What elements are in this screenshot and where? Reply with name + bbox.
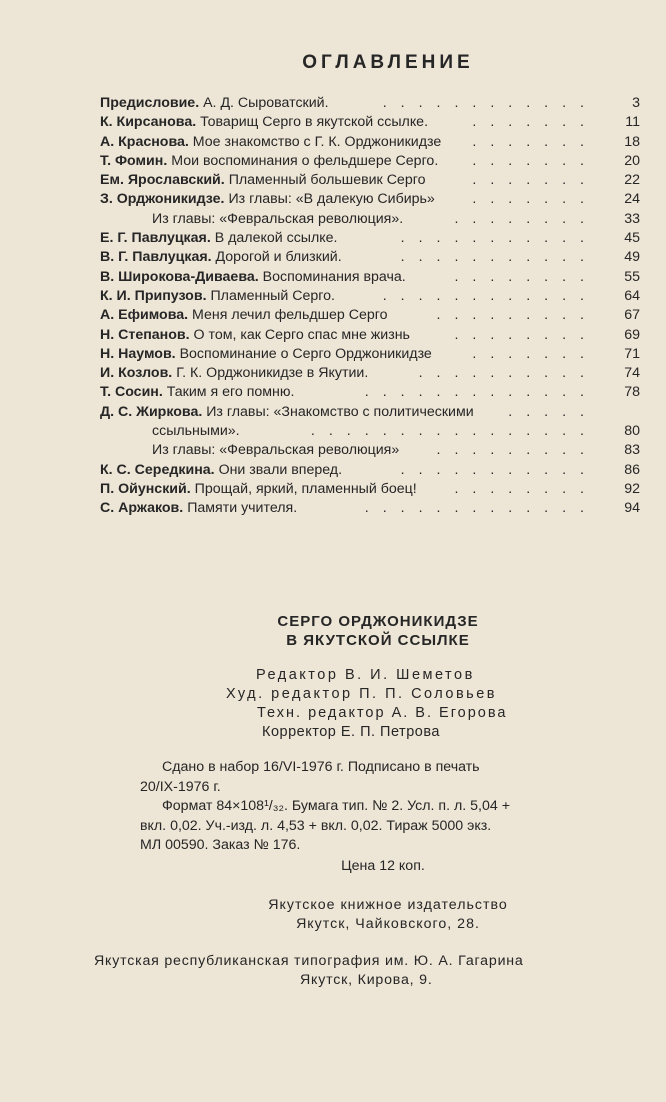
- toc-entry-title: Дорогой и близкий.: [215, 249, 342, 266]
- toc-entry-title: Прощай, яркий, пламенный боец!: [194, 480, 417, 497]
- toc-entry-author: Е. Г. Павлуцкая.: [100, 230, 211, 247]
- toc-dot-leader: ........: [454, 326, 598, 343]
- print-info-line: Сдано в набор 16/VI-1976 г. Подписано в печать: [162, 759, 480, 775]
- credits: [0, 666, 666, 742]
- toc-entry-page: 78: [624, 384, 640, 401]
- toc-entry-author: И. Козлов.: [100, 365, 173, 382]
- toc-entry: [100, 306, 640, 325]
- toc-entry-author: К. И. Припузов.: [100, 287, 207, 304]
- toc-entry-author: С. Аржаков.: [100, 500, 184, 517]
- credit-proofreader: Корректор Е. П. Петрова: [262, 724, 440, 740]
- toc-entry-author: Н. Наумов.: [100, 345, 176, 362]
- toc-entry-page: 55: [624, 268, 640, 285]
- table-of-contents: [100, 94, 640, 519]
- toc-entry: [100, 94, 640, 113]
- publisher-name: Якутское книжное издательство: [268, 896, 508, 913]
- toc-entry-author: К. Кирсанова.: [100, 114, 197, 131]
- toc-dot-leader: .......: [472, 152, 598, 169]
- toc-entry: [100, 287, 640, 306]
- toc-entry-page: 33: [624, 210, 640, 227]
- toc-entry: [100, 210, 640, 229]
- toc-entry: [100, 345, 640, 364]
- toc-entry-page: 83: [624, 442, 640, 459]
- toc-entry-title: Пламенный Серго.: [210, 287, 335, 304]
- toc-entry-author: З. Орджоникидзе.: [100, 191, 225, 208]
- toc-entry-page: 22: [624, 172, 640, 189]
- toc-entry-page: 67: [624, 307, 640, 324]
- toc-entry-title: О том, как Серго спас мне жизнь: [193, 326, 410, 343]
- toc-entry-page: 49: [624, 249, 640, 266]
- toc-entry-author: Ем. Ярославский.: [100, 172, 225, 189]
- publisher-address: Якутск, Чайковского, 28.: [296, 915, 480, 932]
- toc-entry-author: Т. Сосин.: [100, 384, 163, 401]
- toc-dot-leader: .........: [436, 442, 598, 459]
- toc-dot-leader: ................: [310, 423, 598, 440]
- toc-entry-author: Д. С. Жиркова.: [100, 403, 203, 420]
- toc-entry: [100, 383, 640, 402]
- toc-entry: [100, 364, 640, 383]
- toc-entry: [100, 229, 640, 248]
- toc-entry-title: А. Д. Сыроватский.: [203, 95, 329, 111]
- toc-entry-page: 64: [624, 287, 640, 304]
- toc-entry-author: П. Ойунский.: [100, 480, 191, 497]
- print-info-line: МЛ 00590. Заказ № 176.: [140, 837, 301, 853]
- toc-entry: [100, 113, 640, 132]
- toc-entry-page: 80: [624, 423, 640, 440]
- toc-entry-title: В далекой ссылке.: [214, 230, 338, 247]
- toc-entry: [100, 422, 640, 441]
- toc-entry-title: Пламенный большевик Серго: [228, 172, 426, 189]
- toc-entry-title: Меня лечил фельдшер Серго: [192, 307, 388, 324]
- toc-entry-author: Н. Степанов.: [100, 326, 190, 343]
- toc-entry: [100, 403, 640, 422]
- toc-entry-title: Воспоминание о Серго Орджоникидзе: [179, 345, 432, 362]
- toc-dot-leader: .............: [364, 500, 598, 517]
- toc-entry-page: 11: [625, 114, 640, 131]
- toc-entry: [100, 190, 640, 209]
- toc-dot-leader: .......: [472, 345, 598, 362]
- toc-dot-leader: ........: [454, 268, 598, 285]
- toc-entry: [100, 152, 640, 171]
- toc-entry-title: Товарищ Серго в якутской ссылке.: [200, 114, 429, 131]
- toc-entry-title: Из главы: «Февральская революция».: [152, 210, 404, 227]
- toc-entry-title: Таким я его помню.: [166, 384, 295, 401]
- printer: [0, 952, 666, 990]
- toc-entry-title: Г. К. Орджоникидзе в Якутии.: [176, 365, 369, 382]
- toc-entry: [100, 441, 640, 460]
- toc-dot-leader: ...........: [400, 249, 598, 266]
- toc-entry-title: Они звали вперед.: [218, 461, 343, 478]
- toc-dot-leader: .......: [472, 114, 598, 131]
- toc-entry: [100, 248, 640, 267]
- toc-entry-title: Памяти учителя.: [187, 500, 298, 517]
- toc-dot-leader: .......: [472, 191, 598, 208]
- toc-dot-leader: ........: [454, 210, 598, 227]
- toc-entry-author: А. Ефимова.: [100, 307, 189, 324]
- toc-entry-page: 45: [624, 230, 640, 247]
- toc-dot-leader: .........: [436, 307, 598, 324]
- printer-address: Якутск, Кирова, 9.: [300, 971, 433, 988]
- toc-dot-leader: .......: [472, 172, 598, 189]
- toc-entry-author: Предисловие.: [100, 95, 200, 111]
- toc-entry-title: ссыльными».: [152, 423, 240, 440]
- toc-entry-page: 94: [624, 500, 640, 517]
- book-title-line: СЕРГО ОРДЖОНИКИДЗЕ: [277, 613, 479, 630]
- toc-dot-leader: ............: [382, 287, 598, 304]
- imprint-block: [0, 612, 666, 990]
- print-info-line: 20/IX-1976 г.: [140, 778, 221, 795]
- toc-entry-page: 92: [624, 480, 640, 497]
- toc-entry-page: 18: [624, 133, 640, 150]
- toc-dot-leader: ........: [454, 480, 598, 497]
- toc-entry-author: В. Широкова-Диваева.: [100, 268, 259, 285]
- toc-entry-title: Из главы: «В далекую Сибирь»: [228, 191, 435, 208]
- toc-entry-page: 24: [624, 191, 640, 208]
- toc-entry-author: А. Краснова.: [100, 133, 189, 150]
- toc-entry-page: 3: [632, 95, 640, 111]
- toc-entry-title: Воспоминания врача.: [262, 268, 406, 285]
- toc-entry-page: 20: [624, 152, 640, 169]
- toc-entry: [100, 499, 640, 518]
- toc-entry-page: 71: [624, 345, 640, 362]
- toc-dot-leader: .....: [508, 403, 598, 420]
- toc-entry: [100, 171, 640, 190]
- toc-entry-author: В. Г. Павлуцкая.: [100, 249, 212, 266]
- toc-entry-title: Из главы: «Февральская революция»: [152, 442, 400, 459]
- toc-entry-author: К. С. Середкина.: [100, 461, 215, 478]
- toc-dot-leader: .......: [472, 133, 598, 150]
- toc-entry: [100, 268, 640, 287]
- toc-entry-author: Т. Фомин.: [100, 152, 168, 169]
- toc-entry: [100, 461, 640, 480]
- print-info: [0, 758, 640, 856]
- credit-editor: Редактор В. И. Шеметов: [256, 667, 475, 683]
- printer-name: Якутская республиканская типография им. Ю. А. Гагарина: [94, 952, 524, 969]
- credit-art-editor: Худ. редактор П. П. Соловьев: [226, 686, 498, 702]
- toc-entry-title: Мое знакомство с Г. К. Орджоникидзе: [192, 133, 442, 150]
- print-info-line: вкл. 0,02. Уч.-изд. л. 4,53 + вкл. 0,02. Тираж 5000 экз.: [140, 817, 492, 834]
- toc-entry: [100, 480, 640, 499]
- toc-entry-title: Из главы: «Знакомство с политическими: [206, 403, 474, 420]
- toc-dot-leader: ............: [382, 95, 598, 111]
- book-title: [0, 612, 666, 650]
- toc-entry-title: Мои воспоминания о фельдшере Серго.: [171, 152, 439, 169]
- toc-entry-page: 86: [624, 461, 640, 478]
- toc-dot-leader: ...........: [400, 230, 598, 247]
- credit-tech-editor: Техн. редактор А. В. Егорова: [257, 705, 508, 721]
- toc-entry: [100, 326, 640, 345]
- toc-dot-leader: .............: [364, 384, 598, 401]
- book-title-line: В ЯКУТСКОЙ ССЫЛКЕ: [286, 632, 470, 649]
- toc-dot-leader: ..........: [418, 365, 598, 382]
- print-info-line: Формат 84×108¹/₃₂. Бумага тип. № 2. Усл. п. л. 5,04 +: [162, 798, 510, 814]
- toc-entry: [100, 133, 640, 152]
- publisher: [0, 896, 666, 934]
- toc-entry-page: 74: [624, 365, 640, 382]
- price: Цена 12 коп.: [341, 857, 425, 874]
- toc-title: ОГЛАВЛЕНИЕ: [302, 52, 474, 73]
- toc-entry-page: 69: [624, 326, 640, 343]
- toc-dot-leader: ...........: [400, 461, 598, 478]
